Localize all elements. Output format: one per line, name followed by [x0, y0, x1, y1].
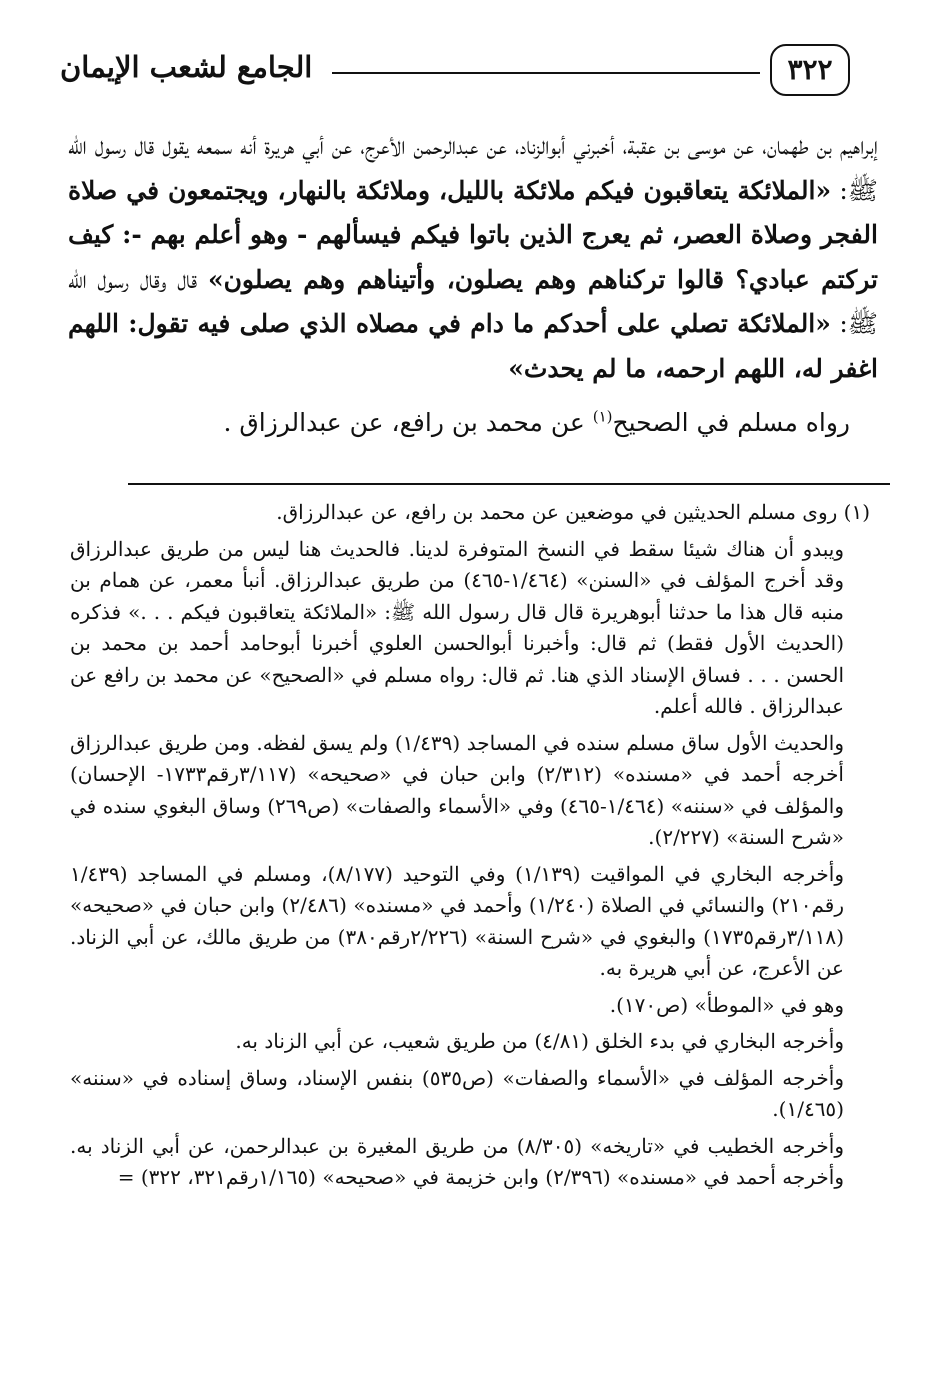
footnote-ref: (١) [592, 407, 613, 426]
riwaya-line [68, 401, 878, 446]
header-rule [332, 72, 760, 74]
footnote-paragraph: وأخرجه البخاري في المواقيت (١/١٣٩) وفي التوحيد (٨/١٧٧)، ومسلم في المساجد (١/٤٣٩ رقم٢١٠) والنسائي في الصلاة (١/٢٤٠) وأحمد في «مسنده» (٢/٤٨٦) وابن حبان في «صحيحه» (٣/١١٨رقم١٧٣٥) والبغوي في «شرح السنة» (٢/٢٢٦رقم٣٨٠) من طريق مالك، عن أبي الزناد. عن الأعرج، عن أبي هريرة به. [70, 861, 844, 980]
footnote-paragraph: وهو في «الموطأ» (ص١٧٠). [609, 992, 844, 1017]
riwaya-text: رواه مسلم في الصحيح [612, 408, 850, 437]
footnotes [70, 497, 870, 1199]
connector-text: قال وقال رسول الله ﷺ: [68, 264, 878, 338]
footnote-paragraph: وأخرجه الخطيب في «تاريخه» (٨/٣٠٥) من طريق المغيرة بن عبدالرحمن، عن أبي الزناد به. وأخرجه أحمد في «مسنده» (٢/٣٩٦) وابن خزيمة في «صحيحه» (١/١٦٥رقم٣٢١، ٣٢٢) = [70, 1133, 845, 1189]
footnote-paragraph: وأخرجه المؤلف في «الأسماء والصفات» (ص٥٣٥) بنفس الإسناد، وساق إسناده في «سننه» (١/٤٦٥). [70, 1065, 844, 1121]
riwaya-text-end: عن محمد بن رافع، عن عبدالرزاق . [223, 408, 593, 437]
hadith-text-2: «الملائكة تصلي على أحدكم ما دام في مصلاه الذي صلى فيه تقول: اللهم اغفر له، اللهم ارحمه، ما لم يحدث» [68, 309, 878, 383]
footnote: (١) روى مسلم الحديثين في موضعين عن محمد بن رافع، عن عبدالرزاق. [276, 500, 870, 524]
footnote-paragraph: والحديث الأول ساق مسلم سنده في المساجد (١/٤٣٩) ولم يسق لفظه. ومن طريق عبدالرزاق أخرجه أحمد في «مسنده» (٢/٣١٢) وابن حبان في «صحيحه» (٣/١١٧رقم١٧٣٣- الإحسان) والمؤلف في «سننه» (١/٤٦٤-٤٦٥) وفي «الأسماء والصفات» (ص٢٦٩) وساق البغوي سنده في «شرح السنة» (٢/٢٢٧). [70, 730, 844, 849]
footnote-paragraph: وأخرجه البخاري في بدء الخلق (٤/٨١) من طريق شعيب، عن أبي الزناد به. [235, 1029, 844, 1053]
footnote-separator [128, 483, 890, 485]
hadith-text: «الملائكة يتعاقبون فيكم ملائكة بالليل، وملائكة بالنهار، ويجتمعون في صلاة الفجر وصلاة العصر، ثم يعرج الذين باتوا فيكم فيسألهم - وهو أعلم بهم -: كيف تركتم عبادي؟ قالوا تركناهم وهم يصلون، وأتيناهم وهم يصلون» [68, 175, 878, 294]
running-title: الجامع لشعب الإيمان [60, 50, 313, 84]
page-number: ٣٢٢ [770, 44, 850, 96]
hadith-paragraph [68, 124, 878, 391]
isnad-text: إبراهيم بن طهمان، عن موسى بن عقبة، أخبرني أبوالزناد، عن عبدالرحمن الأعرج، عن أبي هريرة أنه سمعه يقول قال رسول الله ﷺ: [68, 131, 878, 205]
page-header [60, 42, 850, 102]
main-text [68, 124, 878, 446]
footnote-paragraph: ويبدو أن هناك شيئا سقط في النسخ المتوفرة لدينا. فالحديث هنا ليس من طريق عبدالرزاق وقد أخرج المؤلف في «السنن» (١/٤٦٤-٤٦٥) من طريق عبدالرزاق. أنبأ معمر، عن همام بن منبه قال هذا ما حدثنا أبوهريرة قال قال رسول الله ﷺ: «الملائكة يتعاقبون فيكم . . .» فذكره (الحديث الأول فقط) ثم قال: وأخبرنا أبوالحسن العلوي أخبرنا أبوحامد أحمد بن محمد بن الحسن . . . فساق الإسناد الذي هنا. ثم قال: رواه مسلم في «الصحيح» عن محمد بن رافع عن عبدالرزاق . فالله أعلم. [70, 536, 845, 718]
